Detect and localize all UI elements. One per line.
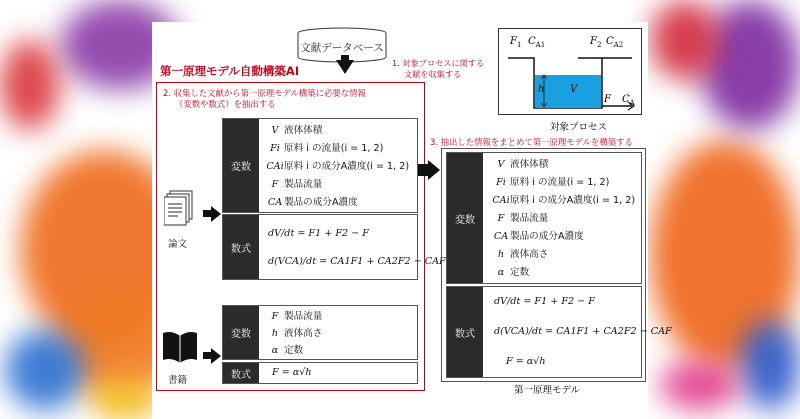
model-var-3-sym: F	[497, 213, 505, 224]
paper-variables-header: 変数	[223, 119, 259, 212]
paper-eq-1: d(VCA)/dt = CA1F1 + CA2F2 − CAF	[268, 256, 446, 267]
label-f2: $F_2$	[590, 36, 602, 49]
paper-var-1-desc: 原料 i の流量(i = 1, 2)	[284, 143, 384, 154]
paper-eq-0: dV/dt = F1 + F2 − F	[268, 228, 369, 239]
paper-var-2	[266, 158, 409, 172]
paper-arrow-stem	[203, 210, 211, 217]
model-var-6-sym: α	[497, 267, 505, 278]
model-var-2-sym: CAi	[492, 195, 510, 206]
model-var-2	[492, 192, 635, 206]
step2-line2: （変数や数式）を抽出する	[175, 99, 276, 109]
collect-arrow	[336, 60, 354, 74]
book-var-1-sym: h	[271, 328, 279, 339]
paper-arrow	[211, 206, 221, 222]
book-eq-0: F = α√h	[272, 367, 312, 378]
ink-blob-red-right	[650, 0, 720, 80]
ink-blob-pink-right	[660, 360, 740, 410]
model-var-4	[492, 228, 584, 242]
model-var-0-desc: 液体体積	[510, 159, 549, 170]
model-equations-header: 数式	[447, 287, 483, 377]
ink-blob-yellow-left	[90, 380, 160, 419]
ink-blob-red-left	[0, 40, 60, 130]
label-v: V	[570, 84, 578, 95]
model-label: 第一原理モデル	[514, 385, 581, 396]
model-var-2-desc: 原料 i の成分A濃度(i = 1, 2)	[510, 195, 636, 206]
paper-var-1	[266, 140, 383, 154]
book-var-1-desc: 液体高さ	[284, 328, 323, 339]
paper-var-1-sym: Fi	[270, 143, 280, 154]
book-var-0-sym: F	[271, 311, 279, 322]
model-var-6	[492, 264, 529, 278]
model-eq-2: F = α√h	[506, 356, 546, 367]
book-var-0	[266, 308, 322, 322]
model-var-1	[492, 174, 609, 188]
book-variables-header: 変数	[223, 306, 259, 359]
database-label: 文献データベース	[300, 42, 384, 54]
label-ca1: $C_{A1}$	[528, 36, 546, 49]
book-equations-header: 数式	[223, 363, 259, 383]
paper-icon	[164, 190, 194, 226]
model-var-5	[492, 246, 548, 260]
model-var-5-desc: 液体高さ	[510, 249, 549, 260]
paper-var-3	[266, 176, 322, 190]
model-var-4-sym: CA	[493, 231, 509, 242]
book-var-1	[266, 325, 322, 339]
model-eq-0: dV/dt = F1 + F2 − F	[494, 296, 595, 307]
label-ca: $C_A$	[622, 94, 635, 107]
book-var-2-sym: α	[271, 345, 279, 356]
label-f1: $F_1$	[510, 36, 522, 49]
book-icon	[162, 330, 198, 364]
model-var-3-desc: 製品流量	[510, 213, 549, 224]
model-var-4-desc: 製品の成分A濃度	[510, 231, 584, 242]
model-var-1-sym: Fi	[496, 177, 506, 188]
paper-label: 論文	[168, 239, 188, 250]
step1-text	[392, 58, 484, 80]
paper-var-0-desc: 液体体積	[284, 125, 323, 136]
model-variables-header: 変数	[447, 153, 483, 283]
step2-line1: 2. 収集した文献から第一原理モデル構築に必要な情報	[163, 88, 366, 98]
label-h: h	[538, 84, 545, 95]
step2-text	[163, 88, 366, 110]
paper-var-2-desc: 原料 i の成分A濃度(i = 1, 2)	[284, 161, 410, 172]
paper-var-0	[266, 122, 322, 136]
model-eq-1: d(VCA)/dt = CA1F1 + CA2F2 − CAF	[494, 326, 672, 337]
model-var-0	[492, 156, 548, 170]
book-arrow	[211, 348, 221, 364]
paper-var-0-sym: V	[271, 125, 279, 136]
book-label: 書籍	[168, 375, 188, 386]
model-var-6-desc: 定数	[510, 267, 530, 278]
book-var-0-desc: 製品流量	[284, 311, 323, 322]
paper-var-2-sym: CAi	[266, 161, 284, 172]
paper-var-4	[266, 194, 358, 208]
book-var-2	[266, 342, 303, 356]
paper-var-3-sym: F	[271, 179, 279, 190]
model-var-1-desc: 原料 i の流量(i = 1, 2)	[510, 177, 610, 188]
step1-line2: 文献を収集する	[404, 69, 462, 79]
step1-line1: 1. 対象プロセスに関する	[392, 58, 485, 68]
paper-equations-header: 数式	[223, 215, 259, 279]
model-var-0-sym: V	[497, 159, 505, 170]
paper-var-4-sym: CA	[267, 197, 283, 208]
step3-text: 3. 抽出した情報をまとめて第一原理モデルを構築する	[430, 137, 633, 147]
paper-var-3-desc: 製品流量	[284, 179, 323, 190]
label-f: F	[604, 94, 611, 105]
book-var-2-desc: 定数	[284, 345, 304, 356]
book-arrow-stem	[203, 352, 211, 359]
label-ca2: $C_{A2}$	[606, 36, 624, 49]
process-label: 対象プロセス	[550, 122, 608, 133]
ink-blob-blue-right	[740, 320, 800, 410]
paper-var-4-desc: 製品の成分A濃度	[284, 197, 358, 208]
model-var-3	[492, 210, 548, 224]
ai-title: 第一原理モデル自動構築AI	[160, 64, 300, 78]
build-arrow-stem	[418, 164, 428, 176]
ink-blob-blue-left	[5, 330, 85, 410]
build-arrow	[428, 160, 440, 180]
model-var-5-sym: h	[497, 249, 505, 260]
